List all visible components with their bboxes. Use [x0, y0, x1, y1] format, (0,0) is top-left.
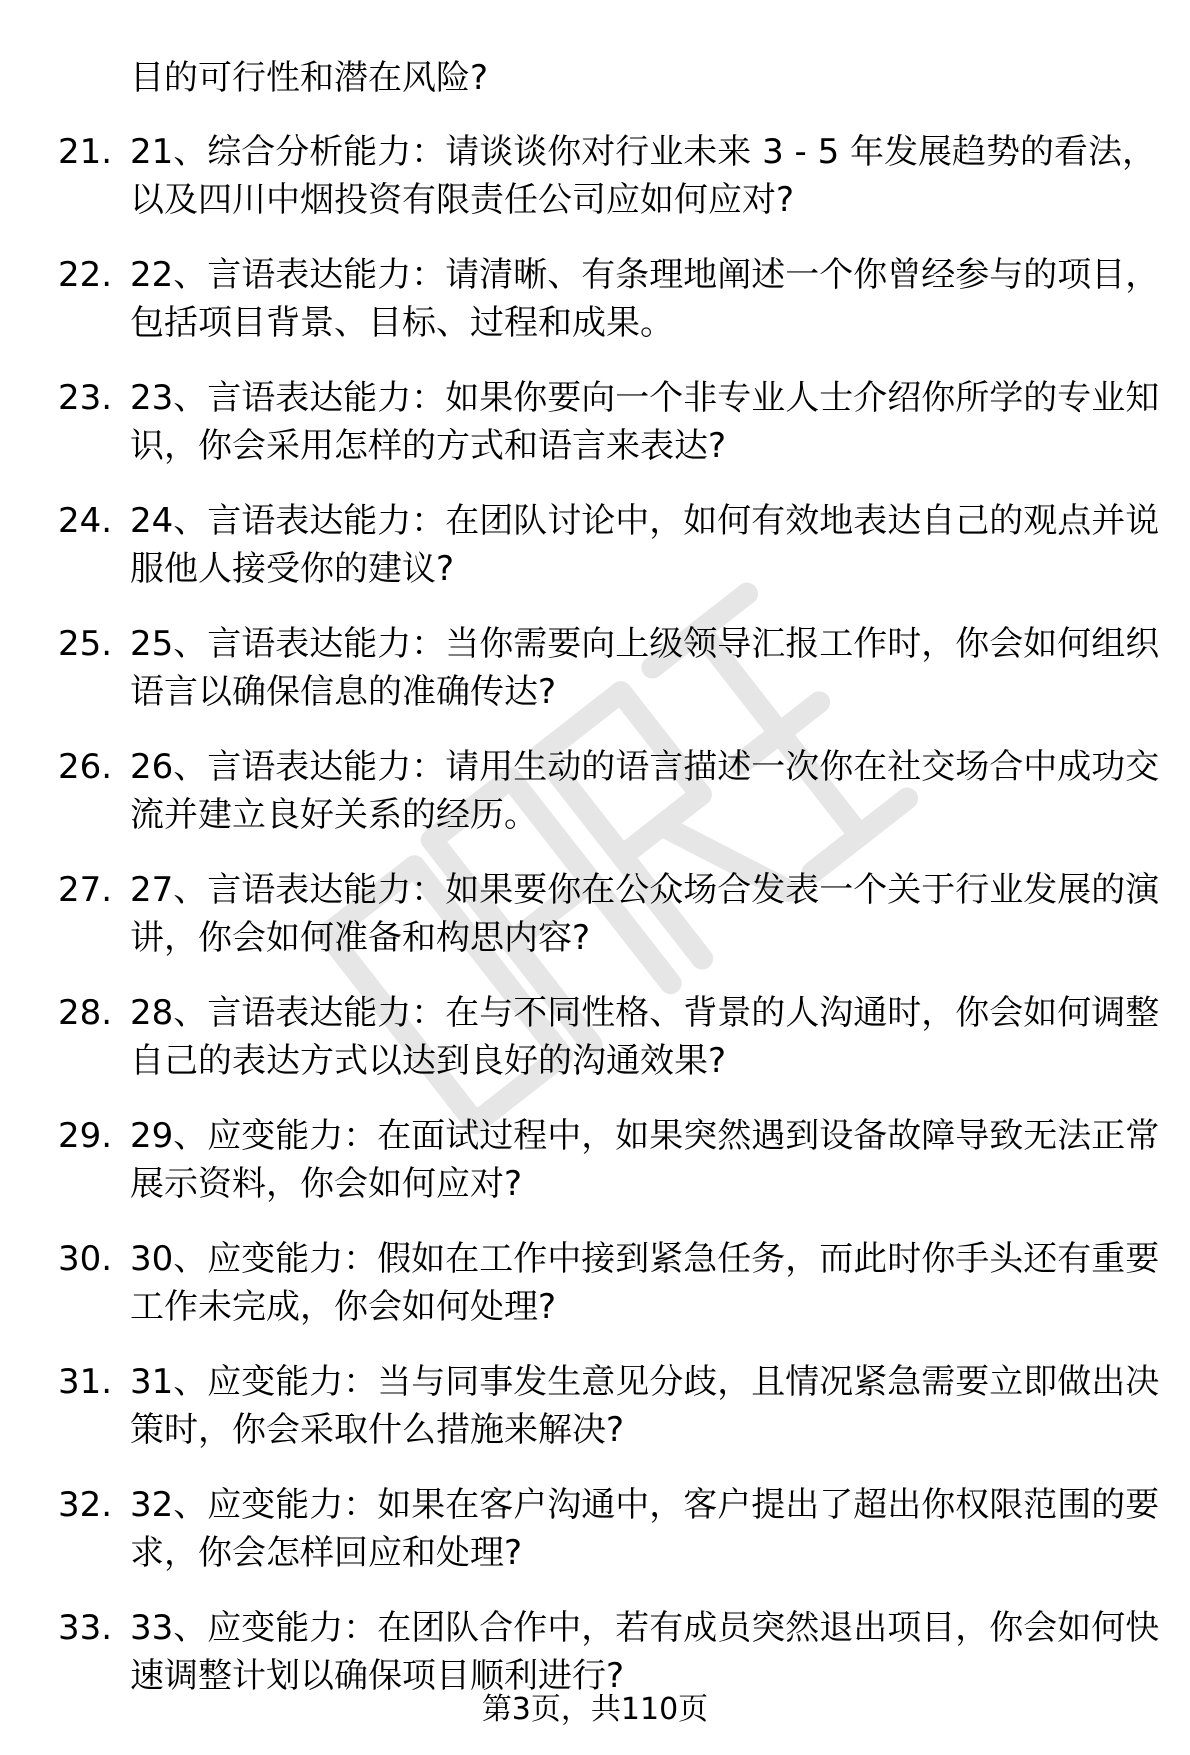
question-number: 23.: [58, 378, 113, 418]
question-item: [0, 251, 1190, 374]
question-number: 25.: [58, 624, 113, 664]
question-item: [0, 743, 1190, 866]
question-item: [0, 1235, 1190, 1358]
question-item: [0, 128, 1190, 251]
question-number: 33.: [58, 1608, 113, 1648]
question-text: 31、应变能力：当与同事发生意见分歧，且情况紧急需要立即做出决策时，你会采取什么措施来解决?: [130, 1362, 1160, 1450]
page-footer: 第3页，共110页: [481, 1692, 709, 1727]
question-number: 21.: [58, 132, 113, 172]
question-list: [0, 128, 1190, 1727]
question-number: 22.: [58, 255, 113, 295]
question-item: [0, 989, 1190, 1112]
question-text: 26、言语表达能力：请用生动的语言描述一次你在社交场合中成功交流并建立良好关系的经历。: [130, 747, 1160, 835]
question-text: 22、言语表达能力：请清晰、有条理地阐述一个你曾经参与的项目，包括项目背景、目标、过程和成果。: [130, 255, 1160, 343]
question-text: 32、应变能力：如果在客户沟通中，客户提出了超出你权限范围的要求，你会怎样回应和处理?: [130, 1485, 1160, 1573]
question-item: [0, 1481, 1190, 1604]
question-item: [0, 374, 1190, 497]
question-number: 26.: [58, 747, 113, 787]
question-number: 30.: [58, 1239, 113, 1279]
question-text: 24、言语表达能力：在团队讨论中，如何有效地表达自己的观点并说服他人接受你的建议?: [130, 501, 1160, 589]
question-text: 29、应变能力：在面试过程中，如果突然遇到设备故障导致无法正常展示资料，你会如何应对?: [130, 1116, 1160, 1204]
question-text: 25、言语表达能力：当你需要向上级领导汇报工作时，你会如何组织语言以确保信息的准确传达?: [130, 624, 1160, 712]
question-item: [0, 1358, 1190, 1481]
question-item: [0, 497, 1190, 620]
question-item: [0, 1112, 1190, 1235]
question-number: 28.: [58, 993, 113, 1033]
question-text: 30、应变能力：假如在工作中接到紧急任务，而此时你手头还有重要工作未完成，你会如何处理?: [130, 1239, 1160, 1327]
question-text: 28、言语表达能力：在与不同性格、背景的人沟通时，你会如何调整自己的表达方式以达到良好的沟通效果?: [130, 993, 1160, 1081]
question-number: 24.: [58, 501, 113, 541]
question-text: 21、综合分析能力：请谈谈你对行业未来 3 - 5 年发展趋势的看法，以及四川中烟投资有限责任公司应如何应对?: [130, 132, 1157, 220]
continuation-line: 目的可行性和潜在风险?: [130, 58, 489, 98]
question-number: 29.: [58, 1116, 113, 1156]
question-item: [0, 620, 1190, 743]
question-number: 31.: [58, 1362, 113, 1402]
question-text: 33、应变能力：在团队合作中，若有成员突然退出项目，你会如何快速调整计划以确保项目顺利进行?: [130, 1608, 1160, 1696]
question-number: 32.: [58, 1485, 113, 1525]
question-text: 27、言语表达能力：如果要你在公众场合发表一个关于行业发展的演讲，你会如何准备和构思内容?: [130, 870, 1160, 958]
question-number: 27.: [58, 870, 113, 910]
question-item: [0, 866, 1190, 989]
question-text: 23、言语表达能力：如果你要向一个非专业人士介绍你所学的专业知识，你会采用怎样的方式和语言来表达?: [130, 378, 1160, 466]
